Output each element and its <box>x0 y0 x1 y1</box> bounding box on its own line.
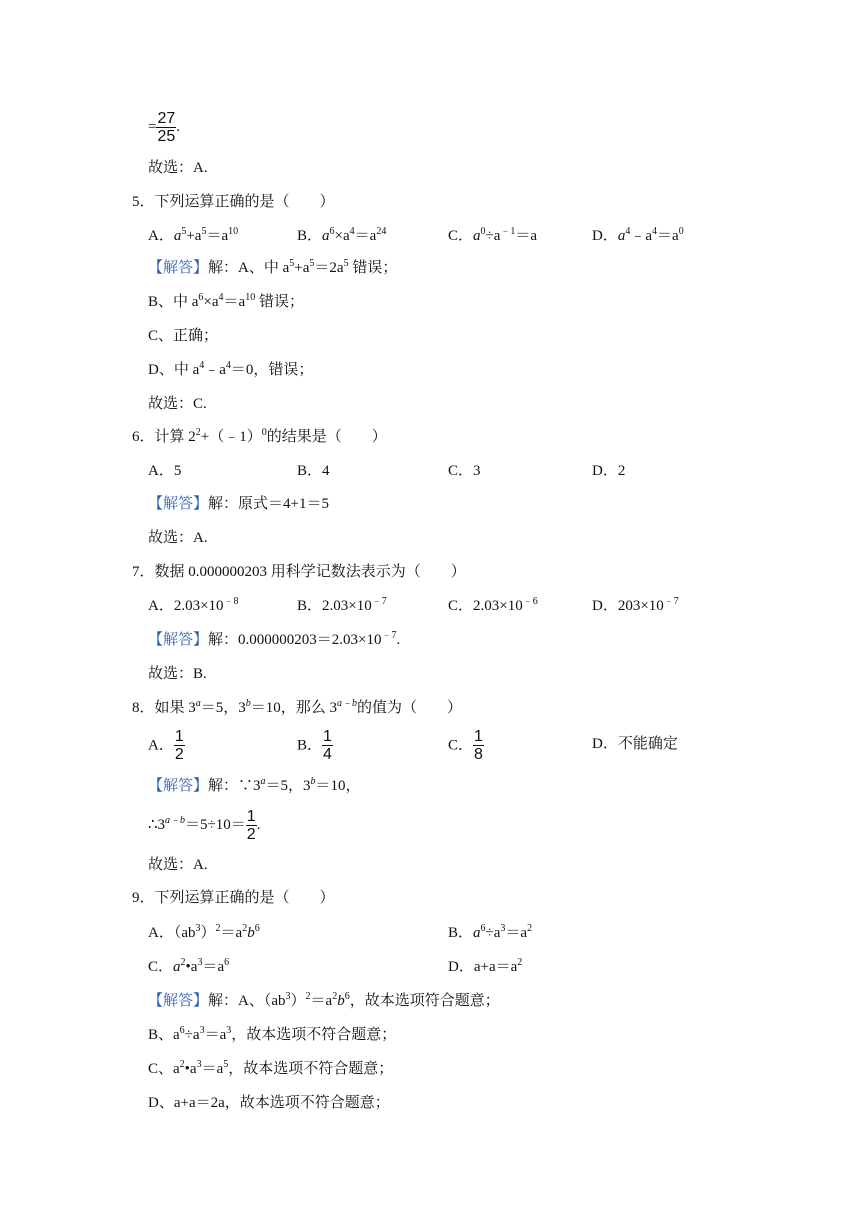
answer-text: ﹣a <box>204 362 226 378</box>
math-var: b <box>337 993 345 1009</box>
fraction-numerator: 1 <box>174 728 184 745</box>
answer-tag: 【解答】 <box>148 778 209 794</box>
question-6-stem <box>132 427 387 447</box>
option-letter: C． <box>448 737 474 754</box>
exponent: 5 <box>289 258 295 269</box>
fraction-numerator: 1 <box>474 728 483 745</box>
q6-option-d: D．2 <box>592 463 626 479</box>
math-op: ＝a <box>657 228 679 244</box>
fraction-denominator: 25 <box>157 128 176 145</box>
question-8-stem <box>132 698 462 718</box>
answer-text: ∴3 <box>148 816 166 833</box>
exponent: 3 <box>500 923 506 934</box>
fraction-denominator: 2 <box>246 826 256 843</box>
fraction-denominator: 2 <box>174 746 184 763</box>
exponent: ﹣7 <box>663 596 679 607</box>
math-op: ﹣a <box>630 228 653 244</box>
math-text: ＝a <box>202 959 225 975</box>
exponent: 5 <box>343 258 349 269</box>
stem-text: 的值为（ ） <box>357 700 463 716</box>
exponent: 5 <box>223 1059 229 1070</box>
math-text: ÷a <box>485 925 501 941</box>
exponent: 4 <box>218 292 224 303</box>
math-text: •a <box>185 959 198 975</box>
stem-text: ＝10，那么 3 <box>250 700 338 716</box>
math-text: ） <box>200 925 216 941</box>
answer-text: 解：0.000000203＝2.03×10 <box>208 632 382 648</box>
answer-fraction <box>246 808 257 843</box>
math-var: a <box>173 959 181 975</box>
q9-answer-line-1 <box>148 991 500 1011</box>
q5-option-c <box>448 226 537 246</box>
answer-text: 错误； <box>348 260 398 276</box>
option-fraction <box>473 728 484 763</box>
exponent: 10 <box>228 226 239 237</box>
exponent: 4 <box>225 360 231 371</box>
answer-text: ÷a <box>184 1027 200 1043</box>
result-fraction <box>156 110 176 145</box>
answer-text: 解：原式＝4+1＝5 <box>208 496 329 512</box>
exponent: 6 <box>224 957 230 968</box>
exponent: 6 <box>179 1025 185 1036</box>
math-op: ＝a <box>515 228 538 244</box>
exponent: 5 <box>181 226 187 237</box>
question-7-stem: 7．数据 0.000000203 用科学记数法表示为（ ） <box>132 564 466 580</box>
answer-text: B、a <box>148 1027 180 1043</box>
math-var: a <box>473 925 481 941</box>
equals-sign: = <box>148 118 157 135</box>
exponent: 5 <box>309 258 315 269</box>
answer-text: . <box>256 816 261 833</box>
answer-text: C、a <box>148 1061 180 1077</box>
option-text: D．203×10 <box>592 598 664 614</box>
exponent: 0 <box>678 226 684 237</box>
math-var: a <box>617 228 626 244</box>
answer-tag: 【解答】 <box>148 496 209 512</box>
option-letter: A． <box>148 925 174 941</box>
exponent: 2 <box>195 427 201 438</box>
exponent: ﹣6 <box>522 596 538 607</box>
q7-choice: 故选：B. <box>148 666 207 682</box>
fraction-numerator: 1 <box>323 728 332 745</box>
q8-option-b <box>297 728 333 763</box>
choice-line: 故选：A. <box>148 160 208 176</box>
exponent: 4 <box>625 226 631 237</box>
exponent: 2 <box>305 991 311 1002</box>
q5-answer-line-4 <box>148 360 313 380</box>
question-5-stem: 5．下列运算正确的是（ ） <box>132 194 335 210</box>
fraction-numerator: 1 <box>246 808 256 825</box>
q9-answer-line-4: D、a+a＝2a，故本选项不符合题意； <box>148 1095 390 1111</box>
exponent: 3 <box>199 1025 205 1036</box>
q6-choice: 故选：A. <box>148 530 208 546</box>
exponent: 0 <box>480 226 486 237</box>
q7-answer <box>148 630 400 650</box>
period: . <box>176 118 181 135</box>
option-text: 不能确定 <box>617 736 678 752</box>
q7-option-b <box>297 596 387 616</box>
option-letter: A． <box>148 228 174 244</box>
q5-option-b <box>297 226 386 246</box>
stem-text: +（﹣1） <box>200 429 262 445</box>
q9-answer-line-3 <box>148 1059 393 1079</box>
exponent: 3 <box>285 991 291 1002</box>
option-letter: B． <box>297 228 323 244</box>
q5-option-a <box>148 226 238 246</box>
stem-text: 8．如果 3 <box>132 700 196 716</box>
q6-answer <box>148 494 329 514</box>
math-op: ÷a <box>485 228 501 244</box>
exponent: 6 <box>480 923 486 934</box>
answer-text: ＝5，3 <box>265 778 311 794</box>
exponent: ﹣1 <box>500 226 516 237</box>
q9-option-a <box>148 923 260 943</box>
exponent: a <box>195 698 201 709</box>
answer-text: ＝2a <box>314 260 344 276</box>
exponent: 5 <box>201 226 207 237</box>
option-letter: D． <box>448 959 474 975</box>
answer-text: D、中 a <box>148 362 200 378</box>
exponent: 2 <box>215 923 221 934</box>
q8-choice: 故选：A. <box>148 857 208 873</box>
answer-text: ，故本选项符合题意； <box>349 993 500 1009</box>
result-line <box>148 110 180 145</box>
exponent: 3 <box>226 1025 232 1036</box>
exponent: 2 <box>180 957 186 968</box>
exponent: 6 <box>329 226 335 237</box>
answer-text: ＝a <box>204 1027 227 1043</box>
answer-text: ＝a <box>223 294 246 310</box>
exponent: 3 <box>195 923 201 934</box>
answer-text: . <box>396 632 401 648</box>
q5-answer-line-2 <box>148 292 304 312</box>
exponent: 10 <box>245 292 256 303</box>
answer-text: ＝0，错误； <box>230 362 314 378</box>
fraction-denominator: 8 <box>474 746 483 763</box>
exponent: 2 <box>242 923 248 934</box>
answer-text: 解：A、中 a <box>208 260 290 276</box>
exponent: b <box>310 776 316 787</box>
exponent: 2 <box>527 923 533 934</box>
answer-text: 错误； <box>255 294 304 310</box>
math-op: +a <box>186 228 202 244</box>
answer-text: 解：A、（ab <box>208 993 286 1009</box>
answer-text: B、中 a <box>148 294 199 310</box>
exponent: a﹣b <box>337 698 358 709</box>
math-var: a <box>473 228 481 244</box>
q7-option-a <box>148 596 239 616</box>
q9-option-b <box>448 923 532 943</box>
stem-text: 6．计算 2 <box>132 429 196 445</box>
option-letter: D． <box>592 736 618 752</box>
exponent: 2 <box>517 957 523 968</box>
answer-text: ＝10， <box>315 778 361 794</box>
math-op: ＝a <box>354 228 377 244</box>
exponent: 0 <box>261 427 267 438</box>
option-text: A．2.03×10 <box>148 598 224 614</box>
q8-answer-line-2 <box>148 808 260 843</box>
exponent: 2 <box>179 1059 185 1070</box>
math-var: a <box>173 228 182 244</box>
answer-tag: 【解答】 <box>148 260 209 276</box>
exponent: 3 <box>196 1059 202 1070</box>
q8-option-a <box>148 728 185 763</box>
fraction-numerator: 27 <box>157 110 176 127</box>
exponent: 6 <box>198 292 204 303</box>
q6-option-a: A．5 <box>148 463 182 479</box>
option-letter: D． <box>592 228 618 244</box>
answer-text: 解：∵3 <box>208 778 261 794</box>
answer-text: ，故本选项不符合题意； <box>228 1061 394 1077</box>
q5-option-d <box>592 226 684 246</box>
exponent: 6 <box>254 923 260 934</box>
q5-answer-line-1 <box>148 258 397 278</box>
answer-text: ＝5÷10＝ <box>185 816 246 833</box>
stem-text: ＝5，3 <box>200 700 246 716</box>
math-op: ×a <box>334 228 350 244</box>
exponent: 24 <box>376 226 387 237</box>
option-letter: A． <box>148 737 174 754</box>
answer-tag: 【解答】 <box>148 993 209 1009</box>
option-text: C．2.03×10 <box>448 598 523 614</box>
exponent: a﹣b <box>165 814 186 826</box>
q5-answer-line-3: C、正确； <box>148 328 219 344</box>
exponent: a <box>260 776 266 787</box>
answer-tag: 【解答】 <box>148 632 209 648</box>
answer-text: +a <box>294 260 310 276</box>
math-text: ＝a <box>505 925 528 941</box>
option-letter: C． <box>448 228 474 244</box>
exponent: 6 <box>344 991 350 1002</box>
exponent: 4 <box>652 226 658 237</box>
q6-option-c: C．3 <box>448 463 481 479</box>
math-op: ＝a <box>206 228 229 244</box>
exponent: 4 <box>199 360 205 371</box>
q5-choice: 故选：C. <box>148 396 207 412</box>
answer-text: •a <box>184 1061 197 1077</box>
answer-text: ＝a <box>201 1061 224 1077</box>
exponent: 2 <box>332 991 338 1002</box>
q9-answer-line-2 <box>148 1025 396 1045</box>
fraction-denominator: 4 <box>323 746 332 763</box>
exponent: b <box>245 698 251 709</box>
exponent: 4 <box>349 226 355 237</box>
exponent: ﹣8 <box>223 596 239 607</box>
math-text: a+a＝a <box>473 959 518 975</box>
exponent: ﹣7 <box>381 630 397 641</box>
option-fraction <box>322 728 333 763</box>
q8-option-d <box>592 734 678 754</box>
stem-text: 的结果是（ ） <box>266 429 387 445</box>
math-text: ＝a <box>220 925 243 941</box>
option-text: B．2.03×10 <box>297 598 372 614</box>
question-9-stem: 9．下列运算正确的是（ ） <box>132 890 335 906</box>
option-letter: B． <box>448 925 474 941</box>
answer-text: ） <box>290 993 306 1009</box>
exponent: ﹣7 <box>371 596 387 607</box>
q8-option-c <box>448 728 484 763</box>
math-text: （ab <box>173 925 196 941</box>
math-var: b <box>247 925 255 941</box>
option-fraction <box>174 728 185 763</box>
answer-text: ×a <box>203 294 219 310</box>
q7-option-d <box>592 596 679 616</box>
option-letter: C． <box>148 959 174 975</box>
exponent: 3 <box>197 957 203 968</box>
q9-option-c <box>148 957 229 977</box>
q8-answer-line-1 <box>148 776 361 796</box>
q7-option-c <box>448 596 538 616</box>
math-var: a <box>322 228 330 244</box>
q6-option-b: B．4 <box>297 463 330 479</box>
answer-text: ＝a <box>310 993 333 1009</box>
option-letter: B． <box>297 737 323 754</box>
answer-text: ，故本选项不符合题意； <box>231 1027 397 1043</box>
q9-option-d <box>448 957 522 977</box>
